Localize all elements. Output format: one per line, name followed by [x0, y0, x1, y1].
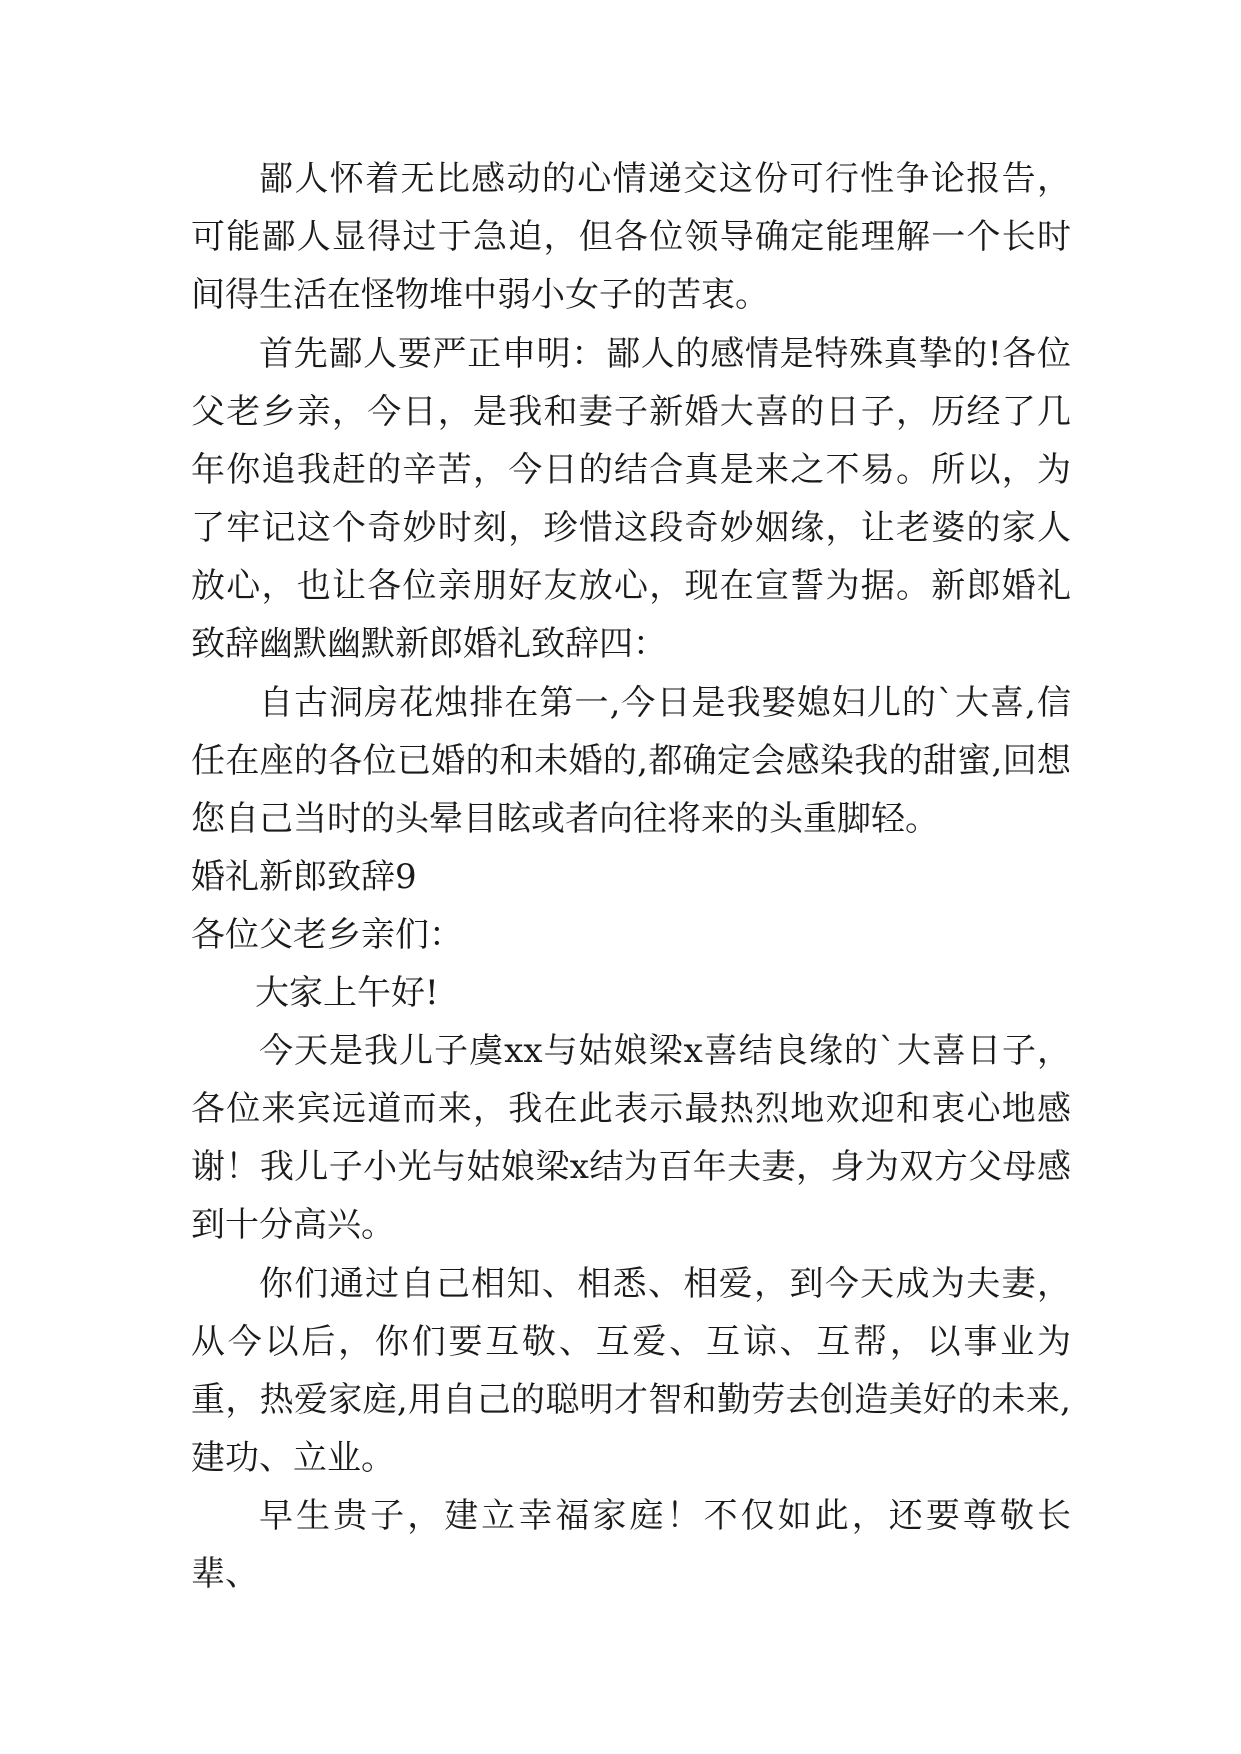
paragraph-1 [191, 150, 1071, 324]
greeting-text: 大家上午好! [255, 973, 439, 1013]
greeting [191, 964, 1071, 1022]
paragraph-text: 你们通过自己相知、相悉、相爱，到今天成为夫妻，从今以后，你们要互敬、互爱、互谅、互帮，以事业为重，热爱家庭,用自己的聪明才智和勤劳去创造美好的未来,建功、立业。 [191, 1264, 1071, 1478]
paragraph-text: 鄙人怀着无比感动的心情递交这份可行性争论报告，可能鄙人显得过于急迫，但各位领导确定能理解一个长时间得生活在怪物堆中弱小女子的苦衷。 [191, 159, 1071, 315]
paragraph-text: 自古洞房花烛排在第一,今日是我娶媳妇儿的`大喜,信任在座的各位已婚的和未婚的,都确定会感染我的甜蜜,回想您自己当时的头晕目眩或者向往将来的头重脚轻。 [191, 683, 1071, 839]
salutation [191, 906, 1071, 964]
paragraph-4 [191, 1022, 1071, 1254]
paragraph-text: 早生贵子，建立幸福家庭！不仅如此，还要尊敬长辈、 [191, 1496, 1071, 1594]
salutation-text: 各位父老乡亲们： [191, 915, 463, 955]
paragraph-6 [191, 1487, 1071, 1603]
paragraph-2 [191, 325, 1071, 673]
section-heading [191, 848, 1071, 906]
paragraph-3 [191, 674, 1071, 848]
paragraph-text: 首先鄙人要严正申明：鄙人的感情是特殊真挚的!各位父老乡亲，今日，是我和妻子新婚大喜的日子，历经了几年你追我赶的辛苦，今日的结合真是来之不易。所以，为了牢记这个奇妙时刻，珍惜这段奇妙姻缘，让老婆的家人放心，也让各位亲朋好友放心，现在宣誓为据。新郎婚礼致辞幽默幽默新郎婚礼致辞四： [191, 334, 1071, 664]
paragraph-5 [191, 1255, 1071, 1487]
section-heading-text: 婚礼新郎致辞9 [191, 857, 417, 897]
paragraph-text: 今天是我儿子虞xx与姑娘梁x喜结良缘的`大喜日子，各位来宾远道而来，我在此表示最热烈地欢迎和衷心地感谢！我儿子小光与姑娘梁x结为百年夫妻，身为双方父母感到十分高兴。 [191, 1031, 1071, 1245]
